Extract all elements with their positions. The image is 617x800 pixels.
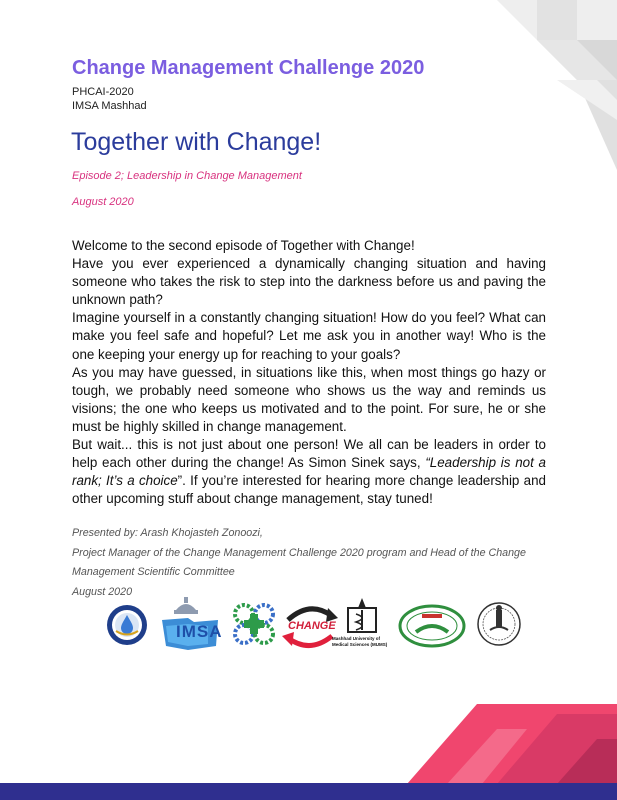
header-title: Change Management Challenge 2020 [72, 57, 425, 79]
episode-subtitle: Episode 2; Leadership in Change Management [72, 170, 302, 182]
oval-green-logo [398, 604, 466, 648]
article-body [72, 237, 546, 508]
credits-presenter: Presented by: Arash Khojasteh Zonoozi, [72, 527, 263, 539]
header-line-1: PHCAI-2020 [72, 86, 134, 98]
last-paragraph-start: But wait... this is not just about one person! We all can be leaders in order to help each other during the change! As Simon Sinek says, [72, 437, 546, 471]
mums-logo [332, 596, 394, 658]
sinek-quote: “Leadership is not a rank; It’s a choice [72, 455, 546, 489]
last-paragraph-end: ”. If you’re interested for hearing more change leadership and other upcoming stuff about change management, stay tuned! [72, 473, 546, 507]
paragraph-experience: Have you ever experienced a dynamically changing situation and having someone who takes the risk to step into the darkness before us and paving the unknown path? [72, 256, 546, 308]
mums-caption: Mashhad University of Medical Sciences (MUMS) [332, 636, 388, 647]
bottom-right-corner-decoration [407, 704, 617, 784]
article-date: August 2020 [72, 196, 134, 208]
credits-role-line-1: Project Manager of the Change Management Challenge 2020 program and Head of the Change [72, 546, 526, 559]
header-line-2: IMSA Mashhad [72, 100, 147, 112]
emblem-logo-1 [106, 604, 148, 646]
gears-cross-logo [232, 602, 276, 646]
change-logo [280, 602, 340, 652]
imsa-logo [158, 596, 228, 654]
paragraph-imagine: Imagine yourself in a constantly changing situation! How do you feel? What can make you feel safe and hopeful? Let me ask you in another way! Who is the one keeping your energy up for reaching to your goals? [72, 310, 546, 362]
paragraph-welcome: Welcome to the second episode of Together with Change! [72, 238, 415, 253]
change-text: CHANGE [288, 620, 336, 632]
paragraph-guessed: As you may have guessed, in situations like this, when most things go hazy or tough, we probably need someone who shows us the way and reminds us visions; the one who keeps us motivated and to the point. For sure, he or she must be highly skilled in change management. [72, 364, 546, 434]
credits [72, 524, 562, 602]
logos-row [104, 596, 524, 656]
top-right-corner-decoration [437, 0, 617, 180]
imsa-text: IMSA [176, 622, 223, 641]
bottom-bar [0, 783, 617, 800]
credits-date: August 2020 [72, 585, 133, 598]
article-title: Together with Change! [71, 128, 322, 156]
credits-role-line-2: Management Scientific Committee [72, 566, 235, 578]
paragraph-but-wait [72, 436, 546, 508]
mums-emblem-icon [332, 596, 392, 636]
emblem-logo-last [476, 600, 522, 648]
